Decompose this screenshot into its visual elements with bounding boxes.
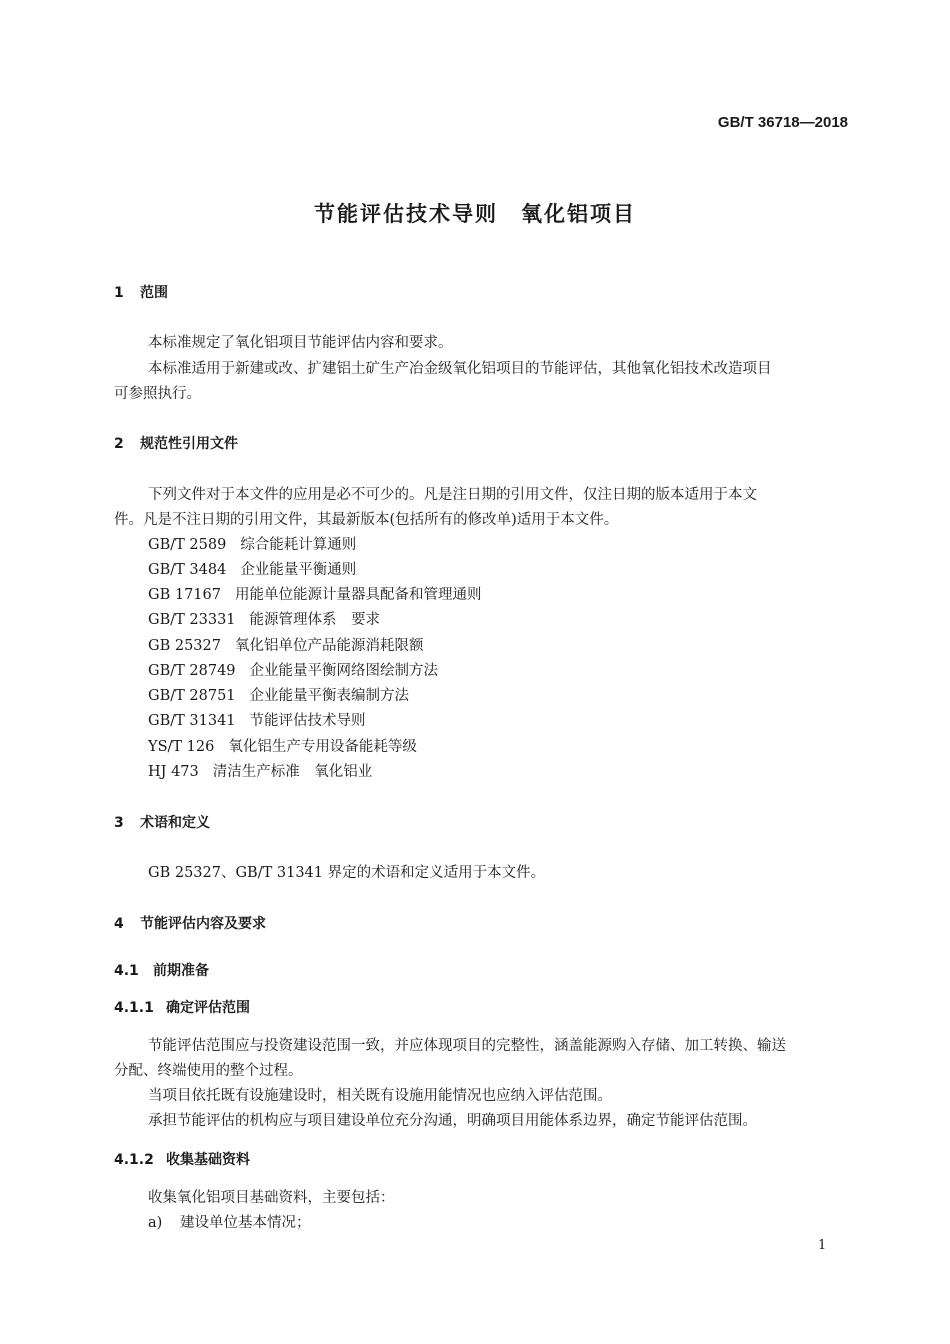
reference-item [148, 634, 423, 655]
reference-code: GB 25327 [148, 638, 221, 654]
section-heading-1 [114, 282, 168, 302]
reference-item [148, 608, 380, 629]
section-number: 2 [114, 436, 124, 452]
subsection-heading-4-1-1 [114, 997, 250, 1017]
reference-code: YS/T 126 [148, 739, 215, 755]
reference-title: 清洁生产标准 氧化铝业 [212, 764, 373, 780]
paragraph: 当项目依托既有设施建设时，相关既有设施用能情况也应纳入评估范围。 [148, 1088, 612, 1104]
reference-item [148, 558, 356, 579]
paragraph: 下列文件对于本文件的应用是必不可少的。凡是注日期的引用文件，仅注日期的版本适用于本文 [148, 487, 757, 503]
paragraph: 本标准规定了氧化铝项目节能评估内容和要求。 [148, 335, 453, 351]
paragraph-continuation: 分配、终端使用的整个过程。 [114, 1063, 303, 1079]
list-marker: a) [148, 1215, 163, 1231]
section-number: 4 [114, 916, 124, 932]
reference-item [148, 533, 356, 554]
list-item [148, 1211, 311, 1232]
section-number: 4.1 [114, 963, 139, 979]
section-heading-2 [114, 433, 238, 453]
section-title: 前期准备 [153, 963, 209, 979]
section-title: 节能评估内容及要求 [140, 916, 266, 932]
section-number: 4.1.2 [114, 1152, 154, 1168]
reference-code: GB/T 28751 [148, 688, 236, 704]
page-number: 1 [818, 1238, 827, 1253]
section-heading-4 [114, 913, 266, 933]
reference-item [148, 709, 366, 730]
paragraph: 本标准适用于新建或改、扩建铝土矿生产冶金级氧化铝项目的节能评估，其他氧化铝技术改造项目 [148, 361, 772, 377]
reference-item [148, 735, 417, 756]
reference-code: GB/T 23331 [148, 612, 236, 628]
section-number: 3 [114, 815, 124, 831]
section-number: 1 [114, 285, 124, 301]
reference-code: GB/T 31341 [148, 713, 236, 729]
standard-code: GB/T 36718—2018 [717, 114, 848, 131]
reference-code: GB/T 3484 [148, 562, 227, 578]
reference-item [148, 583, 481, 604]
paragraph-continuation: 可参照执行。 [114, 386, 201, 402]
reference-title: 节能评估技术导则 [249, 713, 366, 729]
document-title: 节能评估技术导则 氧化铝项目 [314, 202, 636, 226]
reference-title: 氧化铝单位产品能源消耗限额 [234, 638, 424, 654]
section-number: 4.1.1 [114, 1000, 154, 1016]
reference-code: GB/T 2589 [148, 537, 227, 553]
reference-item [148, 659, 438, 680]
reference-item [148, 684, 409, 705]
reference-code: HJ 473 [148, 764, 199, 780]
section-title: 确定评估范围 [166, 1000, 250, 1016]
section-title: 收集基础资料 [166, 1152, 250, 1168]
reference-code: GB/T 28749 [148, 663, 236, 679]
section-title: 规范性引用文件 [140, 436, 238, 452]
paragraph: GB 25327、GB/T 31341 界定的术语和定义适用于本文件。 [148, 865, 546, 881]
reference-title: 企业能量平衡表编制方法 [249, 688, 410, 704]
reference-code: GB 17167 [148, 587, 221, 603]
list-item-text: 建设单位基本情况； [180, 1215, 311, 1231]
reference-title: 氧化铝生产专用设备能耗等级 [228, 739, 417, 755]
paragraph: 承担节能评估的机构应与项目建设单位充分沟通，明确项目用能体系边界，确定节能评估范围。 [148, 1113, 757, 1129]
reference-title: 综合能耗计算通则 [240, 537, 357, 553]
reference-title: 企业能量平衡网络图绘制方法 [249, 663, 439, 679]
section-title: 术语和定义 [140, 815, 210, 831]
section-title: 范围 [140, 285, 168, 301]
paragraph: 节能评估范围应与投资建设范围一致，并应体现项目的完整性，涵盖能源购入存储、加工转换、输送 [148, 1038, 786, 1054]
paragraph-continuation: 件。凡是不注日期的引用文件，其最新版本(包括所有的修改单)适用于本文件。 [114, 512, 619, 528]
reference-item [148, 760, 372, 781]
reference-title: 用能单位能源计量器具配备和管理通则 [234, 587, 482, 603]
reference-title: 企业能量平衡通则 [240, 562, 357, 578]
section-heading-3 [114, 812, 210, 832]
subsection-heading-4-1 [114, 960, 209, 980]
subsection-heading-4-1-2 [114, 1149, 250, 1169]
paragraph: 收集氧化铝项目基础资料，主要包括： [148, 1190, 395, 1206]
reference-title: 能源管理体系 要求 [249, 612, 381, 628]
